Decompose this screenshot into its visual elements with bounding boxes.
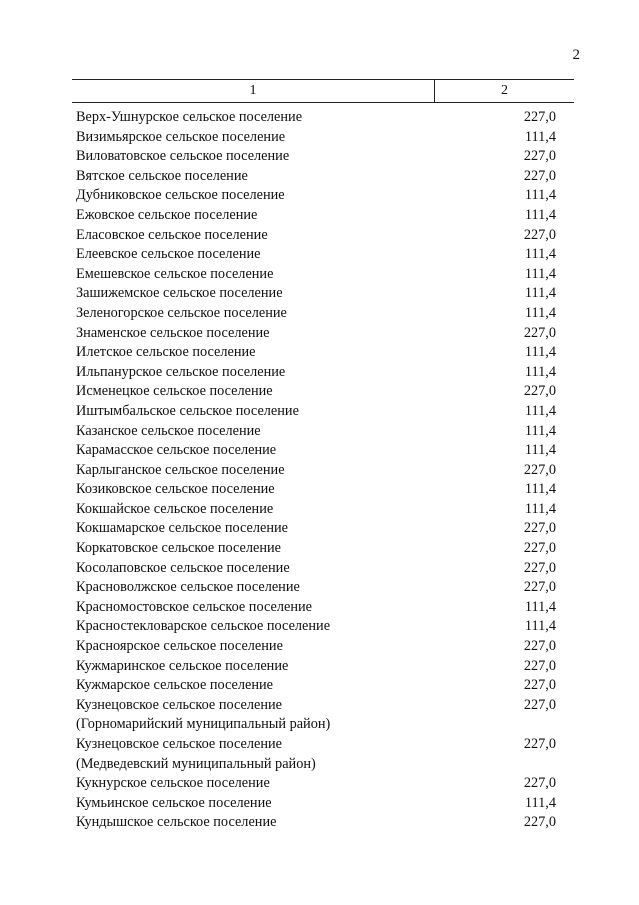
amount-value: 227,0 [523,540,556,557]
settlement-name: Красностекловарское сельское поселение [76,618,331,635]
settlement-name: Красноволжское сельское поселение [76,579,300,596]
table-row [76,617,556,637]
amount-value: 111,4 [524,618,556,635]
amount-value: 227,0 [523,383,556,400]
table-row [76,167,556,187]
amount-value: 227,0 [523,696,556,713]
settlement-name: Казанское сельское поселение [76,422,261,439]
amount-value: 111,4 [524,794,556,811]
settlement-name: Карлыганское сельское поселение [76,461,285,478]
settlement-name: Кукнурское сельское поселение [76,775,270,792]
table-row [76,755,556,775]
table-row [76,578,556,598]
amount-value: 227,0 [523,657,556,674]
settlement-name: Вятское сельское поселение [76,167,248,184]
table-row [76,422,556,442]
table-row [76,774,556,794]
amount-value: 227,0 [523,520,556,537]
settlement-name: Красноярское сельское поселение [76,638,283,655]
table-row [76,382,556,402]
settlement-name: Косолаповское сельское поселение [76,559,290,576]
settlement-name: Илетское сельское поселение [76,344,256,361]
table-row [76,147,556,167]
table-row [76,206,556,226]
amount-value: 227,0 [523,324,556,341]
settlement-name: Дубниковское сельское поселение [76,187,285,204]
settlement-name: Кокшайское сельское поселение [76,500,274,517]
table-body [76,108,556,833]
amount-value: 111,4 [524,285,556,302]
settlement-name: Карамасское сельское поселение [76,442,277,459]
settlement-name: (Горномарийский муниципальный район) [76,716,331,733]
settlement-name: Знаменское сельское поселение [76,324,270,341]
table-row [76,657,556,677]
settlement-name: Емешевское сельское поселение [76,265,274,282]
amount-value: 227,0 [523,814,556,831]
amount-value: 227,0 [523,461,556,478]
table-row [76,696,556,716]
table-row [76,715,556,735]
settlement-name: (Медведевский муниципальный район) [76,755,316,772]
table-row [76,559,556,579]
amount-value: 111,4 [524,304,556,321]
amount-value: 111,4 [524,442,556,459]
table-row [76,343,556,363]
amount-value: 227,0 [523,677,556,694]
settlement-name: Визимьярское сельское поселение [76,128,286,145]
table-row [76,813,556,833]
table-row [76,598,556,618]
page-number: 2 [572,47,580,63]
settlement-name: Кокшамарское сельское поселение [76,520,289,537]
amount-value: 227,0 [523,579,556,596]
settlement-name: Виловатовское сельское поселение [76,148,290,165]
table-row [76,304,556,324]
table-row [76,324,556,344]
table-row [76,128,556,148]
table-row [76,284,556,304]
settlement-name: Кундышское сельское поселение [76,814,277,831]
table-row [76,363,556,383]
amount-value: 111,4 [524,500,556,517]
settlement-name: Кузнецовское сельское поселение [76,696,283,713]
amount-value: 111,4 [524,402,556,419]
settlement-name: Ильпанурское сельское поселение [76,363,286,380]
settlement-name: Зеленогорское сельское поселение [76,304,287,321]
settlement-name: Кумьинское сельское поселение [76,794,272,811]
table-row [76,226,556,246]
table-row [76,676,556,696]
amount-value: 227,0 [523,226,556,243]
column-header-1: 1 [72,80,435,102]
settlement-name: Еласовское сельское поселение [76,226,268,243]
table-row [76,186,556,206]
amount-value: 111,4 [524,363,556,380]
amount-value: 111,4 [524,187,556,204]
column-header-2: 2 [501,83,508,98]
amount-value: 227,0 [523,775,556,792]
table-row [76,108,556,128]
settlement-name: Кузнецовское сельское поселение [76,736,283,752]
table-header [72,79,574,103]
settlement-name: Ежовское сельское поселение [76,206,258,223]
settlement-name: Елеевское сельское поселение [76,246,261,263]
table-row [76,480,556,500]
settlement-name: Иштымбальское сельское поселение [76,402,299,419]
amount-value: 227,0 [523,148,556,165]
settlement-name: Верх-Ушнурское сельское поселение [76,109,303,125]
settlement-name: Зашижемское сельское поселение [76,285,283,302]
table-row [76,402,556,422]
amount-value: 111,4 [524,344,556,361]
amount-value: 111,4 [524,481,556,498]
amount-value: 111,4 [524,206,556,223]
table-row [76,500,556,520]
amount-value: 227,0 [523,167,556,184]
amount-value: 111,4 [524,265,556,282]
table-row [76,265,556,285]
amount-value [496,755,556,775]
amount-value: 227,0 [523,559,556,576]
settlement-name: Исменецкое сельское поселение [76,383,273,400]
amount-value: 227,0 [523,109,556,125]
settlement-name: Кужмарское сельское поселение [76,677,274,694]
settlement-name: Коркатовское сельское поселение [76,540,281,557]
table-row [76,794,556,814]
amount-value: 227,0 [523,736,556,752]
table-row [76,245,556,265]
table-row [76,539,556,559]
amount-value: 111,4 [524,422,556,439]
table-row [76,441,556,461]
table-row [76,461,556,481]
amount-value: 111,4 [524,246,556,263]
settlement-name: Козиковское сельское поселение [76,481,275,498]
settlement-name: Красномостовское сельское поселение [76,598,312,615]
amount-value: 111,4 [524,598,556,615]
table-row [76,637,556,657]
table-row [76,735,556,755]
amount-value: 227,0 [523,638,556,655]
settlement-name: Кужмаринское сельское поселение [76,657,289,674]
amount-value [496,715,556,735]
table-row [76,519,556,539]
amount-value: 111,4 [524,128,556,145]
